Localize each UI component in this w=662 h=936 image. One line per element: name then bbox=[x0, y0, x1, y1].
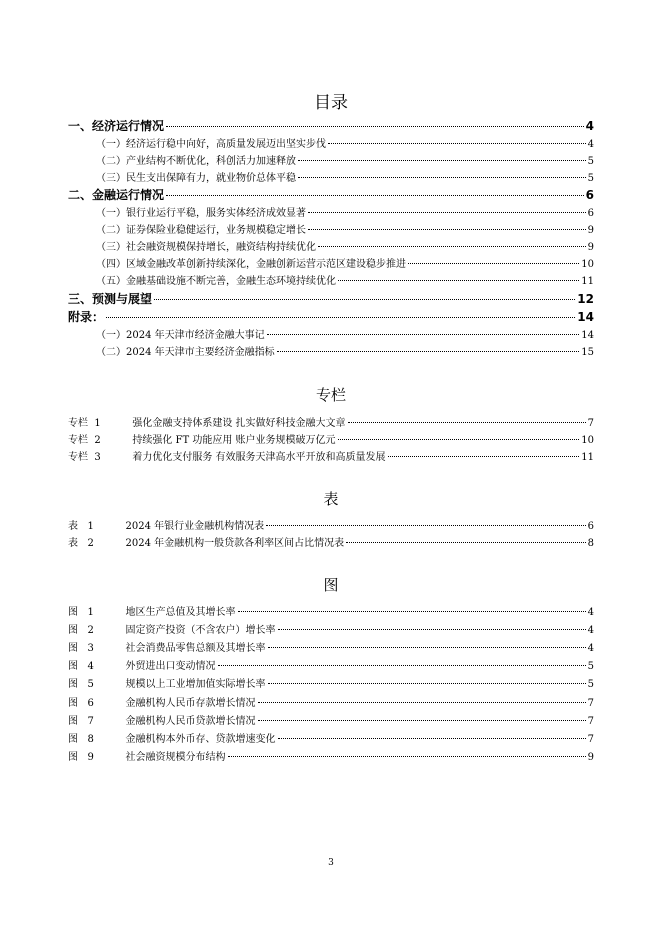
toc-subsection[interactable] bbox=[96, 204, 594, 219]
dot-leader bbox=[258, 720, 586, 721]
dot-leader bbox=[308, 212, 586, 213]
entry-number: 8 bbox=[87, 733, 94, 745]
toc-page-number: 5 bbox=[587, 156, 594, 167]
figures-title: 图 bbox=[323, 576, 339, 594]
figure-entry[interactable] bbox=[68, 621, 594, 636]
entry-number: 3 bbox=[87, 643, 94, 655]
entry-label: 社会消费品零售总额及其增长率 bbox=[125, 643, 266, 655]
toc-subsection-label: （二）证券保险业稳健运行，业务规模稳定增长 bbox=[96, 225, 306, 236]
dot-leader bbox=[166, 126, 584, 127]
toc-section-label: 三、预测与展望 bbox=[68, 292, 153, 306]
entry-label: 持续强化 FT 功能应用 账户业务规模破万亿元 bbox=[132, 435, 336, 446]
toc-subsection[interactable] bbox=[96, 152, 594, 167]
toc-page-number: 10 bbox=[581, 259, 594, 270]
dot-leader bbox=[328, 143, 586, 144]
toc-page-number: 10 bbox=[581, 435, 594, 446]
entry-prefix: 图 bbox=[68, 643, 78, 655]
toc-page-number: 4 bbox=[587, 643, 594, 655]
toc-subsection[interactable] bbox=[96, 135, 594, 150]
dot-leader bbox=[298, 160, 586, 161]
dot-leader bbox=[238, 611, 586, 612]
entry-prefix: 专栏 bbox=[68, 418, 88, 429]
entry-label: 固定资产投资（不含农户）增长率 bbox=[125, 625, 276, 637]
entry-number: 2 bbox=[94, 435, 101, 446]
toc-subsection[interactable] bbox=[96, 238, 594, 253]
toc-subsection-label: （一）2024 年天津市经济金融大事记 bbox=[96, 330, 265, 341]
entry-label: 社会融资规模分布结构 bbox=[125, 751, 226, 763]
entry-number: 6 bbox=[87, 697, 94, 709]
toc-subsection[interactable] bbox=[96, 221, 594, 236]
entry-number: 1 bbox=[87, 521, 94, 532]
table-entry[interactable] bbox=[68, 517, 594, 532]
toc-section-label: 附录： bbox=[68, 310, 105, 324]
entry-number: 7 bbox=[87, 715, 94, 727]
toc-page-number: 9 bbox=[587, 751, 594, 763]
toc-page-number: 9 bbox=[587, 225, 594, 236]
dot-leader bbox=[408, 263, 579, 264]
entry-label: 外贸进出口变动情况 bbox=[125, 661, 216, 673]
entry-prefix: 图 bbox=[68, 625, 78, 637]
dot-leader bbox=[308, 229, 586, 230]
dot-leader bbox=[338, 280, 579, 281]
dot-leader bbox=[348, 422, 586, 423]
entry-prefix: 专栏 bbox=[68, 435, 88, 446]
entry-prefix: 图 bbox=[68, 733, 78, 745]
toc-section[interactable] bbox=[68, 308, 594, 325]
dot-leader bbox=[268, 647, 586, 648]
dot-leader bbox=[266, 525, 585, 526]
toc-page-number: 7 bbox=[587, 715, 594, 727]
toc-page-number: 4 bbox=[587, 139, 594, 150]
entry-label: 规模以上工业增加值实际增长率 bbox=[125, 679, 266, 691]
entry-label: 金融机构人民币存款增长情况 bbox=[125, 697, 256, 709]
dot-leader bbox=[106, 317, 575, 318]
toc-page-number: 7 bbox=[587, 418, 594, 429]
entry-prefix: 图 bbox=[68, 607, 78, 618]
tables-title: 表 bbox=[323, 490, 339, 508]
toc-title: 目录 bbox=[314, 93, 348, 113]
figure-entry[interactable] bbox=[68, 639, 594, 654]
toc-page-number: 6 bbox=[587, 521, 594, 532]
column-entry[interactable] bbox=[68, 448, 594, 463]
toc-section[interactable] bbox=[68, 290, 594, 307]
toc-subsection[interactable] bbox=[96, 326, 594, 341]
figure-entry[interactable] bbox=[68, 748, 594, 763]
entry-prefix: 图 bbox=[68, 679, 78, 691]
entry-label: 2024 年银行业金融机构情况表 bbox=[125, 521, 265, 532]
toc-page-number: 5 bbox=[587, 679, 594, 691]
toc-page-number: 9 bbox=[587, 242, 594, 253]
dot-leader bbox=[388, 456, 580, 457]
toc-page-number: 7 bbox=[587, 733, 594, 745]
page-number: 3 bbox=[328, 858, 334, 868]
dot-leader bbox=[278, 738, 586, 739]
figure-entry[interactable] bbox=[68, 603, 594, 618]
dot-leader bbox=[318, 246, 586, 247]
toc-subsection[interactable] bbox=[96, 343, 594, 358]
dot-leader bbox=[298, 177, 586, 178]
entry-label: 着力优化支付服务 有效服务天津高水平开放和高质量发展 bbox=[132, 452, 386, 463]
dot-leader bbox=[218, 665, 586, 666]
toc-subsection[interactable] bbox=[96, 272, 594, 287]
toc-page-number: 4 bbox=[587, 607, 594, 618]
toc-page-number: 14 bbox=[581, 330, 594, 341]
toc-page-number: 7 bbox=[587, 697, 594, 709]
toc-page-number: 11 bbox=[581, 276, 594, 287]
toc-page-number: 12 bbox=[577, 292, 594, 306]
entry-number: 9 bbox=[87, 751, 94, 763]
dot-leader bbox=[268, 683, 586, 684]
toc-subsection-label: （一）经济运行稳中向好，高质量发展迈出坚实步伐 bbox=[96, 139, 326, 150]
toc-subsection-label: （四）区域金融改革创新持续深化，金融创新运营示范区建设稳步推进 bbox=[96, 259, 406, 270]
toc-subsection-label: （一）银行业运行平稳，服务实体经济成效显著 bbox=[96, 208, 306, 219]
dot-leader bbox=[154, 299, 575, 300]
entry-number: 3 bbox=[94, 452, 101, 463]
entry-number: 2 bbox=[87, 538, 94, 549]
entry-number: 1 bbox=[87, 607, 94, 618]
entry-label: 金融机构人民币贷款增长情况 bbox=[125, 715, 256, 727]
entry-number: 4 bbox=[87, 661, 94, 673]
entry-prefix: 图 bbox=[68, 715, 78, 727]
entry-number: 2 bbox=[87, 625, 94, 637]
toc-subsection[interactable] bbox=[96, 169, 594, 184]
dot-leader bbox=[258, 702, 586, 703]
toc-page-number: 5 bbox=[587, 173, 594, 184]
toc-subsection-label: （三）社会融资规模保持增长，融资结构持续优化 bbox=[96, 242, 316, 253]
entry-number: 1 bbox=[94, 418, 101, 429]
toc-section[interactable] bbox=[68, 117, 594, 134]
entry-prefix: 表 bbox=[68, 538, 78, 549]
toc-page-number: 11 bbox=[581, 452, 594, 463]
entry-prefix: 图 bbox=[68, 661, 78, 673]
column-entry[interactable] bbox=[68, 431, 594, 446]
entry-label: 强化金融支持体系建设 扎实做好科技金融大文章 bbox=[132, 418, 346, 429]
figure-entry[interactable] bbox=[68, 694, 594, 709]
toc-subsection-label: （五）金融基础设施不断完善，金融生态环境持续优化 bbox=[96, 276, 336, 287]
dot-leader bbox=[228, 756, 586, 757]
figure-entry[interactable] bbox=[68, 712, 594, 727]
toc-page-number: 4 bbox=[587, 625, 594, 637]
entry-number: 5 bbox=[87, 679, 94, 691]
column-entry[interactable] bbox=[68, 414, 594, 429]
toc-subsection-label: （二）产业结构不断优化，科创活力加速释放 bbox=[96, 156, 296, 167]
toc-page-number: 8 bbox=[587, 538, 594, 549]
toc-subsection-label: （三）民生支出保障有力，就业物价总体平稳 bbox=[96, 173, 296, 184]
toc-subsection[interactable] bbox=[96, 255, 594, 270]
table-entry[interactable] bbox=[68, 534, 594, 549]
dot-leader bbox=[277, 351, 580, 352]
dot-leader bbox=[278, 629, 586, 630]
toc-section-label: 一、经济运行情况 bbox=[68, 119, 165, 133]
toc-section-label: 二、金融运行情况 bbox=[68, 188, 165, 202]
toc-page-number: 6 bbox=[587, 208, 594, 219]
figure-entry[interactable] bbox=[68, 730, 594, 745]
entry-prefix: 图 bbox=[68, 697, 78, 709]
toc-page-number: 6 bbox=[585, 188, 594, 202]
entry-label: 金融机构本外币存、贷款增速变化 bbox=[125, 733, 276, 745]
dot-leader bbox=[338, 439, 580, 440]
figure-entry[interactable] bbox=[68, 657, 594, 672]
dot-leader bbox=[346, 542, 585, 543]
toc-page-number: 4 bbox=[585, 119, 594, 133]
dot-leader bbox=[267, 334, 580, 335]
toc-section[interactable] bbox=[68, 186, 594, 203]
entry-label: 地区生产总值及其增长率 bbox=[125, 607, 236, 618]
toc-page-number: 5 bbox=[587, 661, 594, 673]
entry-prefix: 专栏 bbox=[68, 452, 88, 463]
entry-label: 2024 年金融机构一般贷款各利率区间占比情况表 bbox=[125, 538, 345, 549]
columns-title: 专栏 bbox=[315, 386, 346, 404]
toc-page-number: 14 bbox=[577, 310, 594, 324]
toc-subsection-label: （二）2024 年天津市主要经济金融指标 bbox=[96, 347, 275, 358]
entry-prefix: 表 bbox=[68, 521, 78, 532]
dot-leader bbox=[166, 195, 584, 196]
toc-page-number: 15 bbox=[581, 347, 594, 358]
figure-entry[interactable] bbox=[68, 675, 594, 690]
entry-prefix: 图 bbox=[68, 751, 78, 763]
